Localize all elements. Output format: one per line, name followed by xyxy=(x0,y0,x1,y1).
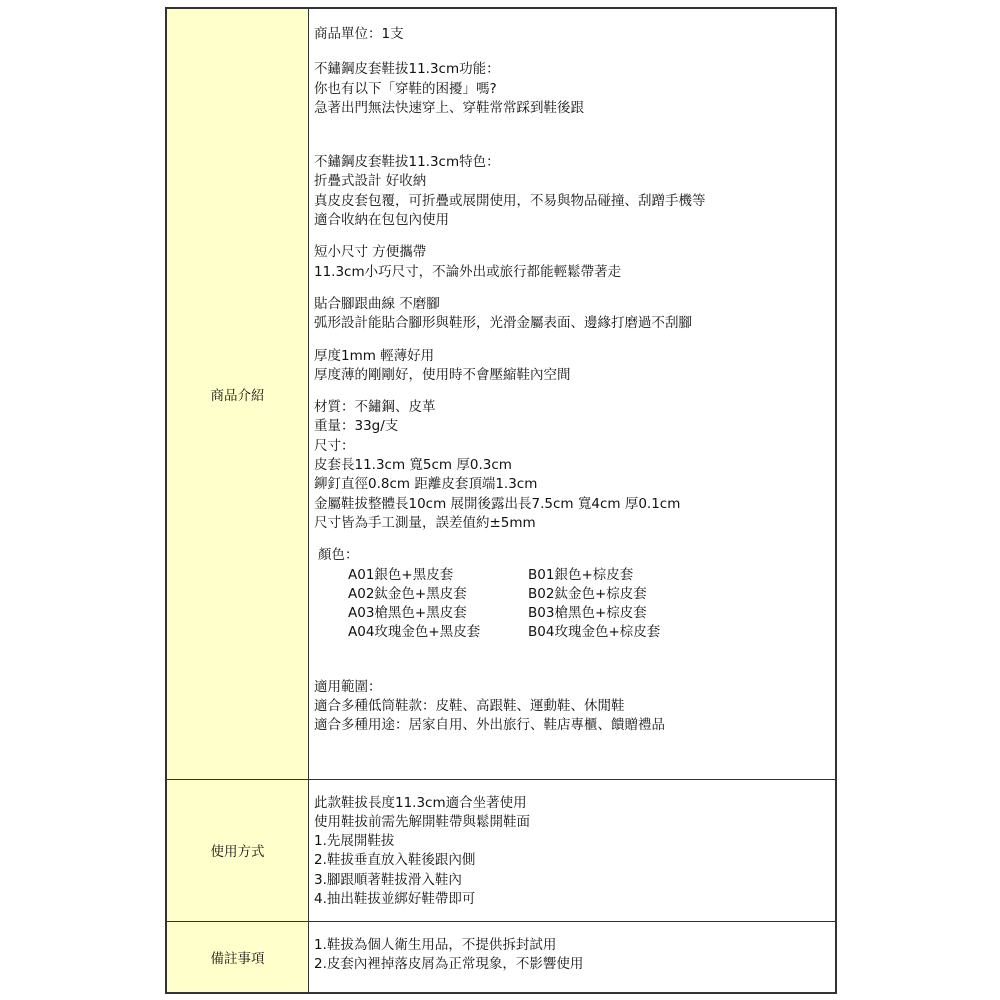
text-line: 折疊式設計 好收納 xyxy=(314,173,427,190)
color-option: A02鈦金色+黑皮套 xyxy=(348,585,467,602)
text-line: 1.先展開鞋拔 xyxy=(314,833,395,850)
intro-label: 商品介紹 xyxy=(166,8,309,779)
portable-paragraph xyxy=(314,243,835,282)
text-line: 急著出門無法快速穿上、穿鞋常常踩到鞋後跟 xyxy=(314,99,584,116)
color-paragraph xyxy=(314,546,835,642)
intro-row xyxy=(166,8,836,779)
color-option: B03槍黑色+棕皮套 xyxy=(528,605,647,622)
text-line: 真皮皮套包覆，可折疊或展開使用，不易與物品碰撞、刮蹭手機等 xyxy=(314,192,706,209)
text-line: 3.腳跟順著鞋拔滑入鞋內 xyxy=(314,871,462,888)
color-options-grid xyxy=(318,566,835,643)
size-paragraph xyxy=(314,437,835,533)
text-line: 11.3cm小巧尺寸，不論外出或旅行都能輕鬆帶著走 xyxy=(314,263,622,280)
text-line: 尺寸皆為手工測量，誤差值約±5mm xyxy=(314,514,536,531)
text-line: 尺寸： xyxy=(314,437,355,454)
scope-paragraph xyxy=(314,678,835,736)
curve-paragraph xyxy=(314,295,835,334)
intro-content xyxy=(309,8,837,779)
color-option: B01銀色+棕皮套 xyxy=(528,566,634,583)
text-line: 厚度1mm 輕薄好用 xyxy=(314,347,435,364)
notes-label: 備註事項 xyxy=(166,921,309,993)
usage-label: 使用方式 xyxy=(166,779,309,921)
text-line: 使用鞋拔前需先解開鞋帶與鬆開鞋面 xyxy=(314,813,530,830)
text-line: 鉚釘直徑0.8cm 距離皮套頂端1.3cm xyxy=(314,476,538,493)
text-line: 適用範圍： xyxy=(314,678,382,695)
function-paragraph xyxy=(314,60,835,118)
text-line: 皮套長11.3cm 寬5cm 厚0.3cm xyxy=(314,457,512,474)
text-line: 弧形設計能貼合腳形與鞋形，光滑金屬表面、邊緣打磨過不刮腳 xyxy=(314,315,692,332)
feature-paragraph xyxy=(314,153,835,230)
text-line: 你也有以下「穿鞋的困擾」嗎? xyxy=(314,80,497,97)
color-option: A04玫瑰金色+黑皮套 xyxy=(348,624,481,641)
color-option: B02鈦金色+棕皮套 xyxy=(528,585,647,602)
text-line: 材質：不鏽鋼、皮革 xyxy=(314,399,436,416)
unit-line: 商品單位：1支 xyxy=(314,26,404,42)
product-spec-table xyxy=(165,7,837,994)
color-option: B04玫瑰金色+棕皮套 xyxy=(528,624,661,641)
usage-row xyxy=(166,779,836,921)
text-line: 不鏽鋼皮套鞋拔11.3cm特色： xyxy=(314,154,500,171)
text-line: 適合收納在包包內使用 xyxy=(314,212,449,229)
usage-content xyxy=(309,779,837,921)
color-heading: 顏色： xyxy=(318,547,359,564)
text-line: 貼合腳跟曲線 不磨腳 xyxy=(314,295,440,312)
text-line: 厚度薄的剛剛好，使用時不會壓縮鞋內空間 xyxy=(314,366,571,383)
text-line: 適合多種用途：居家自用、外出旅行、鞋店專櫃、饋贈禮品 xyxy=(314,717,665,734)
text-line: 重量：33g/支 xyxy=(314,418,399,435)
material-paragraph xyxy=(314,398,835,437)
text-line: 2.鞋拔垂直放入鞋後跟內側 xyxy=(314,852,476,869)
color-option: A01銀色+黑皮套 xyxy=(348,566,454,583)
text-line: 4.抽出鞋拔並綁好鞋帶即可 xyxy=(314,890,476,907)
text-line: 金屬鞋拔整體長10cm 展開後露出長7.5cm 寬4cm 厚0.1cm xyxy=(314,495,681,512)
text-line: 適合多種低筒鞋款：皮鞋、高跟鞋、運動鞋、休閒鞋 xyxy=(314,698,625,715)
text-line: 此款鞋拔長度11.3cm適合坐著使用 xyxy=(314,794,527,811)
thin-paragraph xyxy=(314,347,835,386)
color-option: A03槍黑色+黑皮套 xyxy=(348,605,467,622)
notes-row xyxy=(166,921,836,993)
text-line: 不鏽鋼皮套鞋拔11.3cm功能： xyxy=(314,61,500,78)
text-line: 1.鞋拔為個人衛生用品，不提供拆封試用 xyxy=(314,936,557,953)
text-line: 短小尺寸 方便攜帶 xyxy=(314,244,427,261)
notes-content xyxy=(309,921,837,993)
unit-paragraph xyxy=(314,25,835,44)
text-line: 2.皮套內裡掉落皮屑為正常現象，不影響使用 xyxy=(314,955,584,972)
